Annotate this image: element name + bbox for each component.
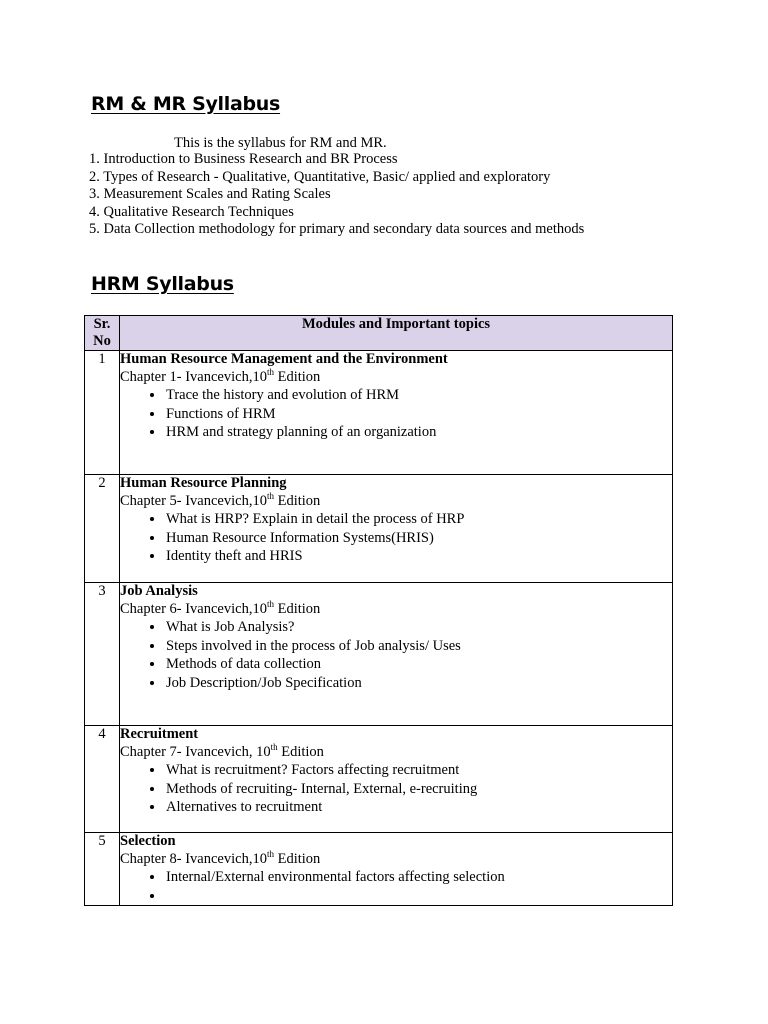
list-item: • What is recruitment? Factors affecting recruitment [165,761,672,780]
module-title: Job Analysis [120,583,198,599]
module-topics [120,761,672,817]
list-item: • What is HRP? Explain in detail the process of HRP [165,510,672,529]
list-item [165,887,672,906]
module-title: Selection [120,833,176,849]
list-item: • What is Job Analysis? [165,618,672,637]
row-number: 5 [85,833,120,906]
header-sr-line2: No [93,333,111,349]
module-cell [120,351,673,475]
module-chapter: Chapter 7- Ivancevich, 10th Edition [120,741,324,760]
header-modules: Modules and Important topics [120,316,673,351]
row-number: 4 [85,726,120,833]
module-title: Recruitment [120,726,199,742]
table-header-row [85,316,673,351]
module-cell [120,833,673,906]
module-cell [120,583,673,726]
table-row [85,351,673,475]
list-item: • Alternatives to recruitment [165,798,672,817]
rm-mr-heading: RM & MR Syllabus [91,93,281,115]
module-cell [120,726,673,833]
module-chapter: Chapter 1- Ivancevich,10th Edition [120,366,321,385]
hrm-syllabus-table [84,315,673,906]
module-topics [120,618,672,692]
list-item: • Trace the history and evolution of HRM [165,386,672,405]
header-sr-no [85,316,120,351]
row-number: 3 [85,583,120,726]
module-chapter: Chapter 5- Ivancevich,10th Edition [120,490,321,509]
module-cell [120,475,673,583]
rm-mr-topic-list [89,151,584,239]
list-item: • Internal/External environmental factors affecting selection [165,868,672,887]
table-row [85,833,673,906]
module-title: Human Resource Planning [120,475,287,491]
row-number: 2 [85,475,120,583]
list-item: • Human Resource Information Systems(HRIS) [165,529,672,548]
list-item: 3. Measurement Scales and Rating Scales [89,186,331,202]
list-item: • Job Description/Job Specification [165,674,672,693]
module-topics [120,510,672,566]
rm-mr-intro: This is the syllabus for RM and MR. [174,135,387,151]
list-item: • Identity theft and HRIS [165,547,672,566]
table-row [85,583,673,726]
list-item: 5. Data Collection methodology for primary and secondary data sources and methods [89,221,585,237]
row-number: 1 [85,351,120,475]
module-chapter: Chapter 8- Ivancevich,10th Edition [120,848,321,867]
header-sr-line1: Sr. [93,316,111,332]
list-item: • Functions of HRM [165,405,672,424]
table-row [85,475,673,583]
list-item: • Steps involved in the process of Job analysis/ Uses [165,637,672,656]
module-title: Human Resource Management and the Environment [120,351,448,367]
list-item: 4. Qualitative Research Techniques [89,203,294,220]
module-topics [120,868,672,905]
list-item: 1. Introduction to Business Research and BR Process [89,151,398,167]
module-topics [120,386,672,442]
list-item: • HRM and strategy planning of an organization [165,423,672,442]
module-chapter: Chapter 6- Ivancevich,10th Edition [120,598,321,617]
list-item: • Methods of recruiting- Internal, External, e-recruiting [165,780,672,799]
list-item: 2. Types of Research - Qualitative, Quantitative, Basic/ applied and exploratory [89,168,551,185]
list-item: • Methods of data collection [165,655,672,674]
table-row [85,726,673,833]
hrm-heading: HRM Syllabus [91,273,234,295]
